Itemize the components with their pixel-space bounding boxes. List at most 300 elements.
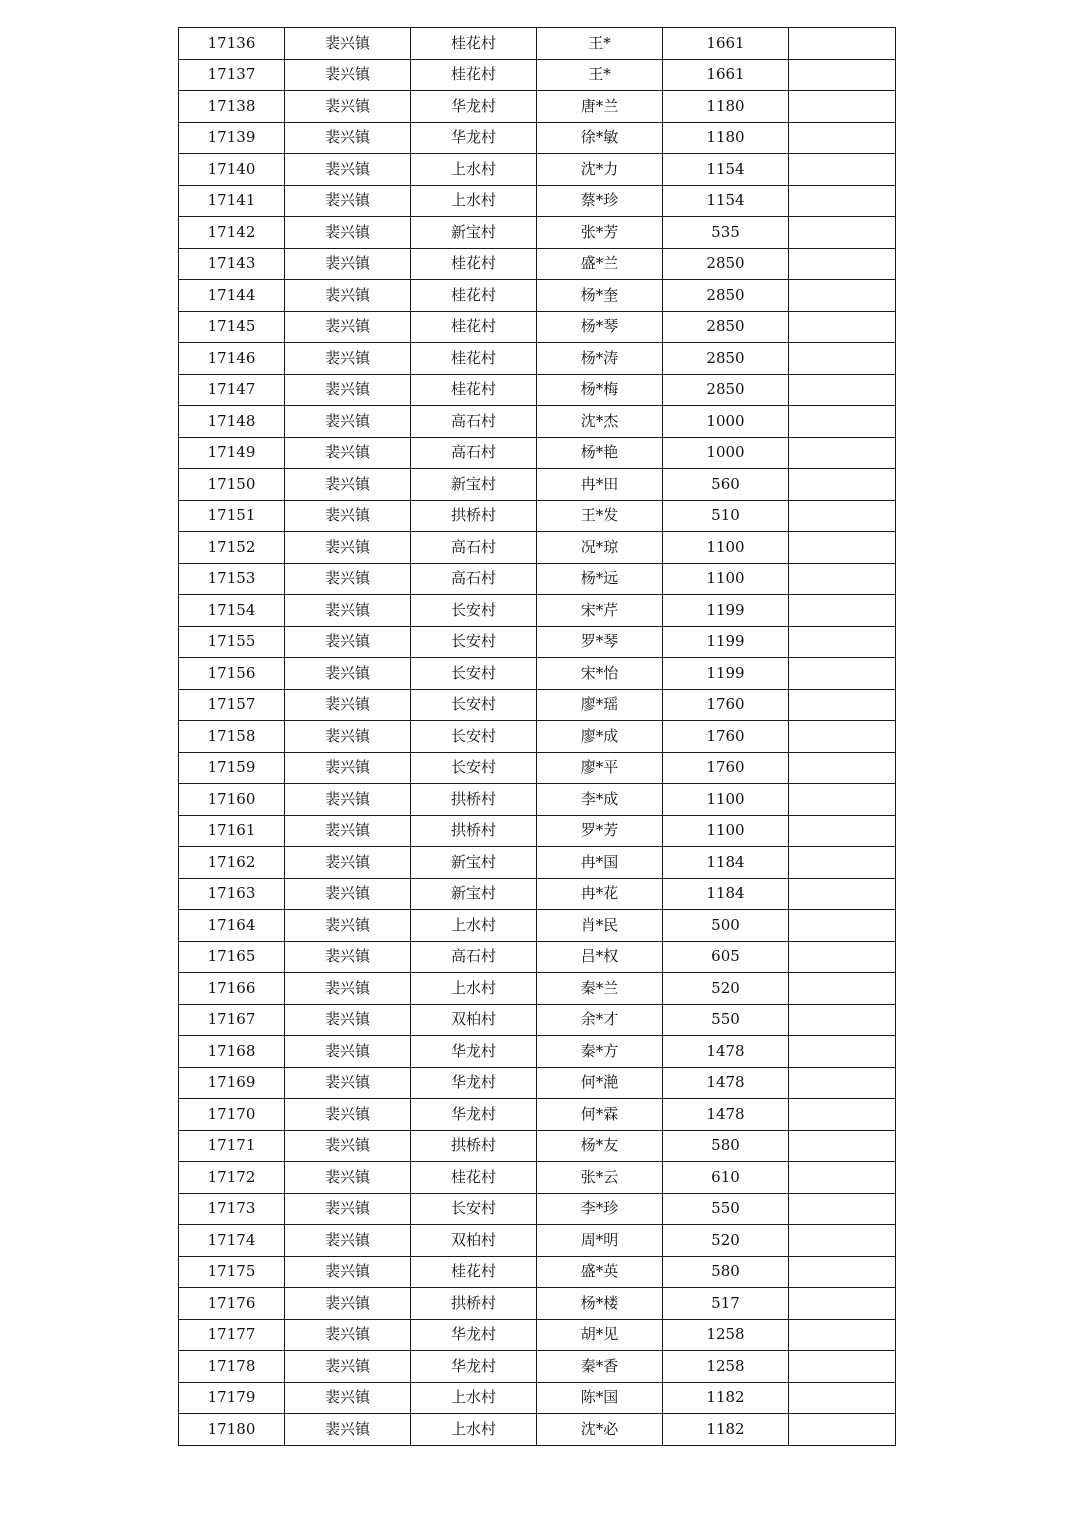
amount-cell: 1199 (663, 658, 789, 690)
name-cell: 廖*成 (537, 721, 663, 753)
serial-number-cell: 17151 (179, 500, 285, 532)
serial-number-cell: 17172 (179, 1162, 285, 1194)
serial-number-cell: 17179 (179, 1382, 285, 1414)
village-cell: 上水村 (411, 973, 537, 1005)
remark-cell (789, 280, 896, 312)
table-row (179, 910, 896, 942)
table-row (179, 59, 896, 91)
table-row (179, 1036, 896, 1068)
village-cell: 高石村 (411, 532, 537, 564)
village-cell: 桂花村 (411, 1256, 537, 1288)
village-cell: 长安村 (411, 752, 537, 784)
table-row (179, 437, 896, 469)
town-cell: 裴兴镇 (285, 595, 411, 627)
name-cell: 杨*远 (537, 563, 663, 595)
remark-cell (789, 689, 896, 721)
remark-cell (789, 1319, 896, 1351)
table-row (179, 973, 896, 1005)
name-cell: 李*成 (537, 784, 663, 816)
town-cell: 裴兴镇 (285, 1004, 411, 1036)
village-cell: 上水村 (411, 1382, 537, 1414)
village-cell: 长安村 (411, 595, 537, 627)
village-cell: 高石村 (411, 406, 537, 438)
remark-cell (789, 626, 896, 658)
town-cell: 裴兴镇 (285, 1130, 411, 1162)
name-cell: 沈*力 (537, 154, 663, 186)
town-cell: 裴兴镇 (285, 122, 411, 154)
amount-cell: 1760 (663, 689, 789, 721)
town-cell: 裴兴镇 (285, 563, 411, 595)
serial-number-cell: 17147 (179, 374, 285, 406)
village-cell: 桂花村 (411, 343, 537, 375)
remark-cell (789, 595, 896, 627)
serial-number-cell: 17139 (179, 122, 285, 154)
village-cell: 华龙村 (411, 122, 537, 154)
remark-cell (789, 59, 896, 91)
remark-cell (789, 437, 896, 469)
table-row (179, 28, 896, 60)
amount-cell: 1000 (663, 437, 789, 469)
table-row (179, 878, 896, 910)
village-cell: 上水村 (411, 185, 537, 217)
amount-cell: 510 (663, 500, 789, 532)
village-cell: 高石村 (411, 437, 537, 469)
amount-cell: 1199 (663, 595, 789, 627)
table-row (179, 406, 896, 438)
amount-cell: 1661 (663, 28, 789, 60)
town-cell: 裴兴镇 (285, 343, 411, 375)
amount-cell: 1100 (663, 815, 789, 847)
table-row (179, 658, 896, 690)
town-cell: 裴兴镇 (285, 469, 411, 501)
village-cell: 华龙村 (411, 1351, 537, 1383)
amount-cell: 535 (663, 217, 789, 249)
table-row (179, 343, 896, 375)
table-row (179, 1382, 896, 1414)
name-cell: 蔡*珍 (537, 185, 663, 217)
town-cell: 裴兴镇 (285, 437, 411, 469)
town-cell: 裴兴镇 (285, 878, 411, 910)
amount-cell: 2850 (663, 311, 789, 343)
amount-cell: 1760 (663, 752, 789, 784)
remark-cell (789, 28, 896, 60)
amount-cell: 550 (663, 1193, 789, 1225)
village-cell: 华龙村 (411, 1036, 537, 1068)
town-cell: 裴兴镇 (285, 28, 411, 60)
town-cell: 裴兴镇 (285, 1193, 411, 1225)
serial-number-cell: 17165 (179, 941, 285, 973)
town-cell: 裴兴镇 (285, 59, 411, 91)
remark-cell (789, 1130, 896, 1162)
village-cell: 新宝村 (411, 878, 537, 910)
name-cell: 盛*兰 (537, 248, 663, 280)
table-row (179, 595, 896, 627)
serial-number-cell: 17180 (179, 1414, 285, 1446)
remark-cell (789, 374, 896, 406)
table-row (179, 248, 896, 280)
town-cell: 裴兴镇 (285, 406, 411, 438)
name-cell: 宋*芹 (537, 595, 663, 627)
serial-number-cell: 17144 (179, 280, 285, 312)
amount-cell: 1154 (663, 185, 789, 217)
name-cell: 何*滟 (537, 1067, 663, 1099)
name-cell: 徐*敏 (537, 122, 663, 154)
serial-number-cell: 17141 (179, 185, 285, 217)
name-cell: 陈*国 (537, 1382, 663, 1414)
remark-cell (789, 311, 896, 343)
table-row (179, 1351, 896, 1383)
amount-cell: 520 (663, 973, 789, 1005)
village-cell: 拱桥村 (411, 500, 537, 532)
serial-number-cell: 17164 (179, 910, 285, 942)
name-cell: 廖*瑶 (537, 689, 663, 721)
remark-cell (789, 406, 896, 438)
village-cell: 拱桥村 (411, 815, 537, 847)
village-cell: 双柏村 (411, 1225, 537, 1257)
amount-cell: 1478 (663, 1099, 789, 1131)
town-cell: 裴兴镇 (285, 500, 411, 532)
serial-number-cell: 17152 (179, 532, 285, 564)
amount-cell: 1199 (663, 626, 789, 658)
table-row (179, 1162, 896, 1194)
village-cell: 双柏村 (411, 1004, 537, 1036)
town-cell: 裴兴镇 (285, 847, 411, 879)
town-cell: 裴兴镇 (285, 1067, 411, 1099)
serial-number-cell: 17136 (179, 28, 285, 60)
serial-number-cell: 17145 (179, 311, 285, 343)
village-cell: 新宝村 (411, 847, 537, 879)
serial-number-cell: 17157 (179, 689, 285, 721)
name-cell: 冉*田 (537, 469, 663, 501)
amount-cell: 1661 (663, 59, 789, 91)
table-row (179, 532, 896, 564)
amount-cell: 517 (663, 1288, 789, 1320)
remark-cell (789, 1067, 896, 1099)
amount-cell: 1100 (663, 784, 789, 816)
amount-cell: 2850 (663, 248, 789, 280)
table-row (179, 721, 896, 753)
remark-cell (789, 847, 896, 879)
name-cell: 冉*花 (537, 878, 663, 910)
remark-cell (789, 1193, 896, 1225)
remark-cell (789, 1036, 896, 1068)
remark-cell (789, 469, 896, 501)
name-cell: 肖*民 (537, 910, 663, 942)
village-cell: 桂花村 (411, 374, 537, 406)
name-cell: 罗*芳 (537, 815, 663, 847)
amount-cell: 1180 (663, 122, 789, 154)
village-cell: 桂花村 (411, 311, 537, 343)
name-cell: 王* (537, 59, 663, 91)
serial-number-cell: 17177 (179, 1319, 285, 1351)
name-cell: 廖*平 (537, 752, 663, 784)
amount-cell: 580 (663, 1130, 789, 1162)
town-cell: 裴兴镇 (285, 248, 411, 280)
town-cell: 裴兴镇 (285, 626, 411, 658)
name-cell: 吕*权 (537, 941, 663, 973)
village-cell: 长安村 (411, 689, 537, 721)
village-cell: 长安村 (411, 626, 537, 658)
town-cell: 裴兴镇 (285, 1319, 411, 1351)
town-cell: 裴兴镇 (285, 532, 411, 564)
table-row (179, 563, 896, 595)
village-cell: 拱桥村 (411, 1130, 537, 1162)
amount-cell: 1154 (663, 154, 789, 186)
serial-number-cell: 17143 (179, 248, 285, 280)
town-cell: 裴兴镇 (285, 1225, 411, 1257)
remark-cell (789, 532, 896, 564)
amount-cell: 550 (663, 1004, 789, 1036)
serial-number-cell: 17175 (179, 1256, 285, 1288)
village-cell: 新宝村 (411, 469, 537, 501)
amount-cell: 1184 (663, 847, 789, 879)
name-cell: 盛*英 (537, 1256, 663, 1288)
amount-cell: 605 (663, 941, 789, 973)
remark-cell (789, 973, 896, 1005)
remark-cell (789, 248, 896, 280)
village-cell: 上水村 (411, 154, 537, 186)
remark-cell (789, 1099, 896, 1131)
serial-number-cell: 17156 (179, 658, 285, 690)
village-cell: 新宝村 (411, 217, 537, 249)
town-cell: 裴兴镇 (285, 941, 411, 973)
table-row (179, 1099, 896, 1131)
name-cell: 王*发 (537, 500, 663, 532)
name-cell: 杨*楼 (537, 1288, 663, 1320)
name-cell: 李*珍 (537, 1193, 663, 1225)
table-row (179, 1130, 896, 1162)
village-cell: 高石村 (411, 563, 537, 595)
serial-number-cell: 17176 (179, 1288, 285, 1320)
name-cell: 秦*方 (537, 1036, 663, 1068)
serial-number-cell: 17161 (179, 815, 285, 847)
village-cell: 桂花村 (411, 280, 537, 312)
table-row (179, 1193, 896, 1225)
remark-cell (789, 154, 896, 186)
table-row (179, 217, 896, 249)
name-cell: 沈*杰 (537, 406, 663, 438)
table-body (179, 28, 896, 1446)
remark-cell (789, 658, 896, 690)
table-row (179, 752, 896, 784)
town-cell: 裴兴镇 (285, 1099, 411, 1131)
remark-cell (789, 910, 896, 942)
town-cell: 裴兴镇 (285, 973, 411, 1005)
name-cell: 杨*琴 (537, 311, 663, 343)
amount-cell: 1478 (663, 1067, 789, 1099)
name-cell: 杨*艳 (537, 437, 663, 469)
town-cell: 裴兴镇 (285, 1351, 411, 1383)
serial-number-cell: 17137 (179, 59, 285, 91)
name-cell: 胡*见 (537, 1319, 663, 1351)
village-cell: 长安村 (411, 1193, 537, 1225)
serial-number-cell: 17148 (179, 406, 285, 438)
name-cell: 宋*怡 (537, 658, 663, 690)
table-row (179, 280, 896, 312)
town-cell: 裴兴镇 (285, 91, 411, 123)
serial-number-cell: 17170 (179, 1099, 285, 1131)
name-cell: 沈*必 (537, 1414, 663, 1446)
serial-number-cell: 17158 (179, 721, 285, 753)
town-cell: 裴兴镇 (285, 689, 411, 721)
remark-cell (789, 752, 896, 784)
town-cell: 裴兴镇 (285, 1162, 411, 1194)
name-cell: 秦*香 (537, 1351, 663, 1383)
village-cell: 桂花村 (411, 59, 537, 91)
amount-cell: 1182 (663, 1414, 789, 1446)
remark-cell (789, 185, 896, 217)
town-cell: 裴兴镇 (285, 752, 411, 784)
town-cell: 裴兴镇 (285, 374, 411, 406)
amount-cell: 1184 (663, 878, 789, 910)
serial-number-cell: 17160 (179, 784, 285, 816)
table-row (179, 847, 896, 879)
serial-number-cell: 17163 (179, 878, 285, 910)
serial-number-cell: 17159 (179, 752, 285, 784)
serial-number-cell: 17178 (179, 1351, 285, 1383)
serial-number-cell: 17169 (179, 1067, 285, 1099)
amount-cell: 1478 (663, 1036, 789, 1068)
town-cell: 裴兴镇 (285, 154, 411, 186)
village-cell: 上水村 (411, 1414, 537, 1446)
serial-number-cell: 17146 (179, 343, 285, 375)
town-cell: 裴兴镇 (285, 784, 411, 816)
remark-cell (789, 1288, 896, 1320)
amount-cell: 1180 (663, 91, 789, 123)
remark-cell (789, 1256, 896, 1288)
serial-number-cell: 17149 (179, 437, 285, 469)
serial-number-cell: 17173 (179, 1193, 285, 1225)
serial-number-cell: 17140 (179, 154, 285, 186)
amount-cell: 2850 (663, 374, 789, 406)
remark-cell (789, 1414, 896, 1446)
village-cell: 华龙村 (411, 91, 537, 123)
amount-cell: 1182 (663, 1382, 789, 1414)
village-cell: 华龙村 (411, 1319, 537, 1351)
table-row (179, 1225, 896, 1257)
data-table (178, 27, 896, 1446)
table-row (179, 1414, 896, 1446)
village-cell: 长安村 (411, 721, 537, 753)
village-cell: 拱桥村 (411, 1288, 537, 1320)
table-row (179, 1004, 896, 1036)
name-cell: 张*芳 (537, 217, 663, 249)
serial-number-cell: 17168 (179, 1036, 285, 1068)
town-cell: 裴兴镇 (285, 1288, 411, 1320)
serial-number-cell: 17150 (179, 469, 285, 501)
table-row (179, 626, 896, 658)
village-cell: 华龙村 (411, 1099, 537, 1131)
serial-number-cell: 17171 (179, 1130, 285, 1162)
table-row (179, 374, 896, 406)
table-row (179, 815, 896, 847)
serial-number-cell: 17154 (179, 595, 285, 627)
village-cell: 长安村 (411, 658, 537, 690)
table-row (179, 689, 896, 721)
serial-number-cell: 17155 (179, 626, 285, 658)
name-cell: 冉*国 (537, 847, 663, 879)
name-cell: 余*才 (537, 1004, 663, 1036)
remark-cell (789, 784, 896, 816)
table-row (179, 941, 896, 973)
town-cell: 裴兴镇 (285, 280, 411, 312)
remark-cell (789, 343, 896, 375)
name-cell: 杨*友 (537, 1130, 663, 1162)
village-cell: 桂花村 (411, 248, 537, 280)
remark-cell (789, 563, 896, 595)
village-cell: 桂花村 (411, 28, 537, 60)
serial-number-cell: 17167 (179, 1004, 285, 1036)
serial-number-cell: 17166 (179, 973, 285, 1005)
town-cell: 裴兴镇 (285, 815, 411, 847)
remark-cell (789, 721, 896, 753)
town-cell: 裴兴镇 (285, 1036, 411, 1068)
serial-number-cell: 17142 (179, 217, 285, 249)
name-cell: 唐*兰 (537, 91, 663, 123)
town-cell: 裴兴镇 (285, 658, 411, 690)
remark-cell (789, 1162, 896, 1194)
table-row (179, 1067, 896, 1099)
remark-cell (789, 500, 896, 532)
table-row (179, 784, 896, 816)
name-cell: 张*云 (537, 1162, 663, 1194)
serial-number-cell: 17153 (179, 563, 285, 595)
amount-cell: 520 (663, 1225, 789, 1257)
name-cell: 杨*奎 (537, 280, 663, 312)
table-row (179, 469, 896, 501)
table-row (179, 122, 896, 154)
village-cell: 高石村 (411, 941, 537, 973)
remark-cell (789, 941, 896, 973)
table-row (179, 1288, 896, 1320)
remark-cell (789, 1351, 896, 1383)
village-cell: 桂花村 (411, 1162, 537, 1194)
remark-cell (789, 1382, 896, 1414)
amount-cell: 580 (663, 1256, 789, 1288)
table-row (179, 91, 896, 123)
village-cell: 华龙村 (411, 1067, 537, 1099)
amount-cell: 1258 (663, 1351, 789, 1383)
town-cell: 裴兴镇 (285, 1414, 411, 1446)
village-cell: 上水村 (411, 910, 537, 942)
remark-cell (789, 122, 896, 154)
remark-cell (789, 815, 896, 847)
name-cell: 何*霖 (537, 1099, 663, 1131)
town-cell: 裴兴镇 (285, 217, 411, 249)
amount-cell: 1100 (663, 563, 789, 595)
name-cell: 秦*兰 (537, 973, 663, 1005)
remark-cell (789, 91, 896, 123)
serial-number-cell: 17174 (179, 1225, 285, 1257)
amount-cell: 1258 (663, 1319, 789, 1351)
table-row (179, 311, 896, 343)
name-cell: 杨*涛 (537, 343, 663, 375)
remark-cell (789, 878, 896, 910)
amount-cell: 610 (663, 1162, 789, 1194)
town-cell: 裴兴镇 (285, 311, 411, 343)
amount-cell: 560 (663, 469, 789, 501)
name-cell: 周*明 (537, 1225, 663, 1257)
serial-number-cell: 17162 (179, 847, 285, 879)
table-row (179, 500, 896, 532)
serial-number-cell: 17138 (179, 91, 285, 123)
town-cell: 裴兴镇 (285, 721, 411, 753)
table-row (179, 185, 896, 217)
town-cell: 裴兴镇 (285, 1382, 411, 1414)
remark-cell (789, 217, 896, 249)
name-cell: 况*琼 (537, 532, 663, 564)
table-row (179, 1256, 896, 1288)
